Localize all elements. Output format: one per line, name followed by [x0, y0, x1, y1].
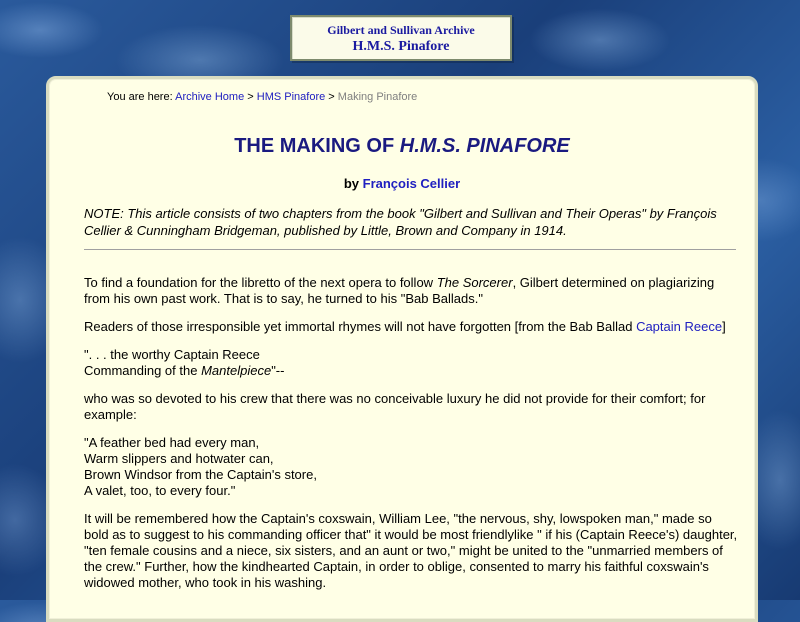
breadcrumb-archive-home-link[interactable]: Archive Home [175, 91, 245, 103]
p1-text-b: , Gilbert determined on plagiarizing from his own past work. That is to say, he turned to his "Bab Ballads." [84, 275, 715, 306]
article-note: NOTE: This article consists of two chapters from the book "Gilbert and Sullivan and Their Operas" by François Cellier & Cunningham Bridgeman, published by Little, Brown and Company in 1914. [84, 206, 717, 238]
byline-by: by [343, 176, 359, 191]
breadcrumb-hms-pinafore-link[interactable]: HMS Pinafore [256, 91, 326, 103]
paragraph-2 [84, 319, 739, 335]
paragraph-3: who was so devoted to his crew that there was no conceivable luxury he did not provide for their comfort; for example: [84, 391, 706, 422]
content-panel [46, 76, 758, 622]
quote-2-line: Warm slippers and hotwater can, [84, 451, 274, 466]
article-body [84, 275, 739, 603]
quote-1-line-1: ". . . the worthy Captain Reece [84, 347, 260, 362]
p2-text-b: ] [722, 319, 726, 334]
page-title-prefix: THE MAKING OF [234, 135, 395, 157]
breadcrumb-current: Making Pinafore [337, 91, 418, 103]
quote-1-line-2b: "-- [271, 363, 285, 378]
p1-text-a: To find a foundation for the libretto of the next opera to follow [84, 275, 434, 290]
opera-title: H.M.S. Pinafore [352, 39, 450, 54]
breadcrumb-separator: > [328, 91, 335, 103]
p1-italic: The Sorcerer [436, 275, 513, 290]
paragraph-1 [84, 275, 739, 307]
quote-2-line: A valet, too, to every four." [84, 483, 236, 498]
quote-2-line: Brown Windsor from the Captain's store, [84, 467, 317, 482]
page-title-italic: H.M.S. PINAFORE [399, 135, 570, 157]
author-link[interactable]: François Cellier [362, 176, 461, 191]
captain-reece-link[interactable]: Captain Reece [636, 319, 723, 334]
breadcrumb-separator: > [247, 91, 254, 103]
archive-title-box [290, 15, 512, 61]
byline [49, 176, 755, 191]
p2-text-a: Readers of those irresponsible yet immortal rhymes will not have forgotten [from the Bab Ballad [84, 319, 633, 334]
breadcrumb [107, 91, 417, 103]
divider [84, 249, 736, 250]
quote-1 [84, 347, 739, 379]
page-title [49, 135, 755, 158]
quote-1-italic: Mantelpiece [201, 363, 272, 378]
quote-2 [84, 435, 739, 499]
quote-1-line-2a: Commanding of the [84, 363, 198, 378]
quote-2-line: "A feather bed had every man, [84, 435, 260, 450]
archive-title: Gilbert and Sullivan Archive [327, 23, 475, 37]
paragraph-4: It will be remembered how the Captain's coxswain, William Lee, "the nervous, shy, lowspoken man," made so bold as to suggest to his commanding officer that" it would be most friendlylike " if his (Captain Reece's) daughter, "ten female cousins and a niece, six sisters, and an aunt or two," might be united to the "unmarried members of the crew." Further, how the kindhearted Captain, in order to oblige, consented to marry his faithful coxswain's widowed mother, who took in his washing. [84, 511, 738, 590]
breadcrumb-prefix: You are here: [107, 91, 173, 103]
